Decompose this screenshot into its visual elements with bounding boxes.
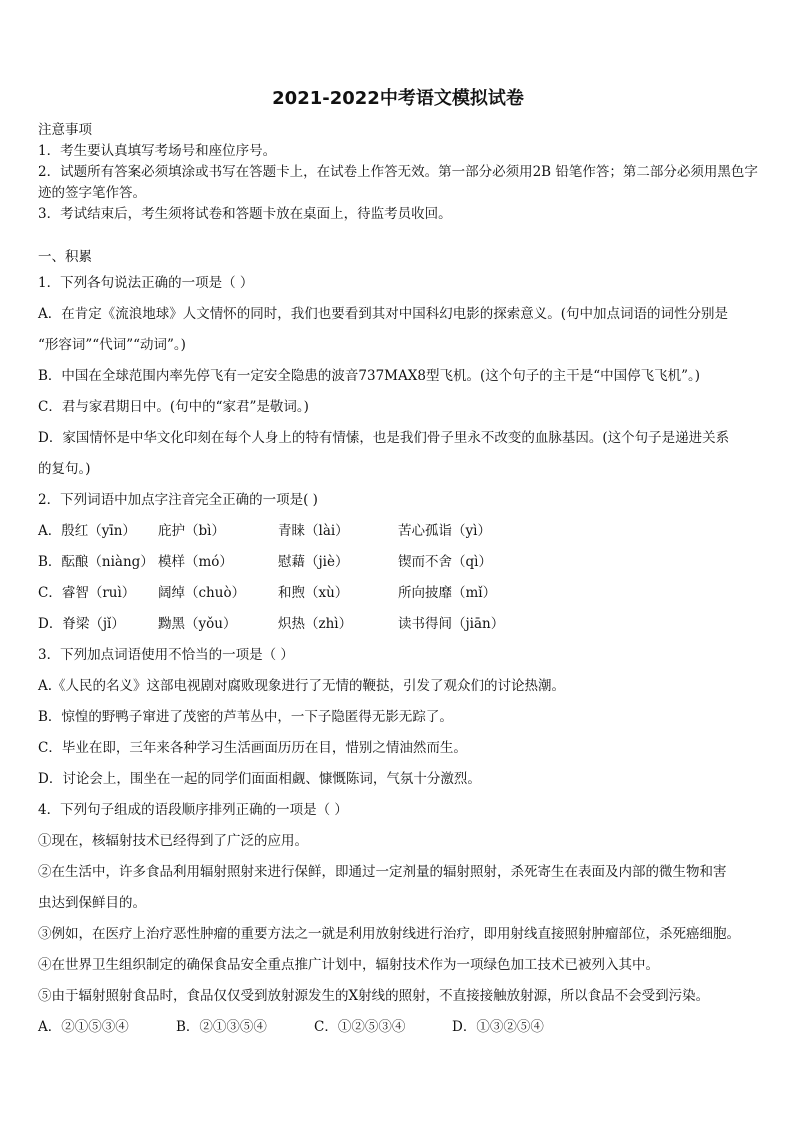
question-2-row-c — [38, 578, 758, 609]
notice-item-1: 1．考生要认真填写考场号和座位序号。 — [38, 143, 277, 159]
notice-item-3: 3．考试结束后，考生须将试卷和答题卡放在桌面上，待监考员收回。 — [38, 206, 452, 222]
question-2-word: 炽热（zhì） — [278, 616, 353, 632]
question-3-stem: 3．下列加点词语使用不恰当的一项是（ ） — [38, 647, 294, 663]
section-heading: 一、积累 — [38, 249, 92, 265]
question-1-option-b: B．中国在全球范围内率先停飞有一定安全隐患的波音737MAX8型飞机。(这个句子的主干是“中国停飞飞机”。) — [38, 368, 701, 384]
question-1-option-a-line2: “形容词”“代词”“动词”。) — [38, 337, 186, 353]
question-2 — [38, 485, 758, 640]
question-4-sentence-4: ④在世界卫生组织制定的确保食品安全重点推广计划中，辐射技术作为一项绿色加工技术已被列入其中。 — [38, 957, 659, 973]
question-4-option-a: A．②①⑤③④ — [38, 1019, 129, 1035]
question-2-word: 读书得间（jiān） — [398, 616, 505, 632]
question-2-word: A．殷红（yīn） — [38, 523, 136, 539]
question-3-option-a: A.《人民的名义》这部电视剧对腐败现象进行了无情的鞭挞，引发了观众们的讨论热潮。 — [38, 678, 566, 694]
question-1 — [38, 268, 758, 485]
question-2-word: 苦心孤诣（yì） — [398, 523, 491, 539]
question-4-sentence-2-line1: ②在生活中，许多食品利用辐射照射来进行保鲜，即通过一定剂量的辐射照射，杀死寄生在表面及内部的微生物和害 — [38, 864, 727, 880]
question-1-option-d-line2: 的复句。) — [38, 461, 91, 477]
question-3-option-b: B．惊惶的野鸭子窜进了茂密的芦苇丛中，一下子隐匿得无影无踪了。 — [38, 709, 453, 725]
question-2-word: D．脊梁（jǐ） — [38, 616, 125, 632]
question-2-word: 青睐（lài） — [278, 523, 349, 539]
question-2-stem: 2．下列词语中加点字注音完全正确的一项是( ) — [38, 492, 318, 508]
question-1-option-a-line1: A．在肯定《流浪地球》人文情怀的同时，我们也要看到其对中国科幻电影的探索意义。(句中加点词语的词性分别是 — [38, 306, 729, 322]
question-2-word: 所向披靡（mǐ） — [398, 585, 497, 601]
spacer — [38, 225, 758, 247]
question-4-option-c: C．①②⑤③④ — [314, 1019, 406, 1035]
question-2-word: 模样（mó） — [158, 554, 233, 570]
question-4-option-d: D．①③②⑤④ — [452, 1019, 544, 1035]
notice-heading: 注意事项 — [38, 122, 92, 138]
question-2-word: C．睿智（ruì） — [38, 585, 136, 601]
question-4-sentence-2-line2: 虫达到保鲜目的。 — [38, 895, 146, 911]
question-2-row-a — [38, 516, 758, 547]
question-2-word: 庇护（bì） — [158, 523, 225, 539]
question-2-row-d — [38, 609, 758, 640]
question-4-sentence-3: ③例如，在医疗上治疗恶性肿瘤的重要方法之一就是利用放射线进行治疗，即用射线直接照射肿瘤部位，杀死癌细胞。 — [38, 926, 740, 942]
question-4-stem: 4．下列句子组成的语段顺序排列正确的一项是（ ） — [38, 802, 348, 818]
question-4-option-b: B．②①③⑤④ — [176, 1019, 267, 1035]
question-4-sentence-1: ①现在，核辐射技术已经得到了广泛的应用。 — [38, 833, 308, 849]
question-1-stem: 1．下列各句说法正确的一项是（ ） — [38, 275, 254, 291]
question-2-word: 阔绰（chuò） — [158, 585, 246, 601]
question-2-row-b — [38, 547, 758, 578]
question-2-word: B．酝酿（niàng） — [38, 554, 154, 570]
question-2-word: 黝黑（yǒu） — [158, 616, 237, 632]
exam-page — [38, 86, 758, 1043]
question-1-option-c: C．君与家君期日中。(句中的“家君”是敬词。) — [38, 399, 309, 415]
page-title: 2021-2022中考语文模拟试卷 — [272, 88, 524, 109]
question-2-word: 慰藉（jiè） — [278, 554, 349, 570]
question-4-sentence-5: ⑤由于辐射照射食品时，食品仅仅受到放射源发生的X射线的照射，不直接接触放射源，所以食品不会受到污染。 — [38, 988, 710, 1004]
question-3 — [38, 640, 758, 795]
question-2-word: 锲而不舍（qì） — [398, 554, 492, 570]
question-2-word: 和煦（xù） — [278, 585, 349, 601]
question-4 — [38, 795, 758, 1043]
notice-section — [38, 120, 758, 225]
question-3-option-d: D．讨论会上，围坐在一起的同学们面面相觑、慷慨陈词，气氛十分激烈。 — [38, 771, 481, 787]
notice-item-2: 2．试题所有答案必须填涂或书写在答题卡上，在试卷上作答无效。第一部分必须用2B 铅笔作答；第二部分必须用黑色字迹的签字笔作答。 — [38, 164, 758, 201]
question-1-option-d-line1: D．家国情怀是中华文化印刻在每个人身上的特有情愫，也是我们骨子里永不改变的血脉基因。(这个句子是递进关系 — [38, 430, 730, 446]
question-3-option-c: C．毕业在即，三年来各种学习生活画面历历在目，惜别之情油然而生。 — [38, 740, 467, 756]
question-4-options — [38, 1012, 758, 1043]
